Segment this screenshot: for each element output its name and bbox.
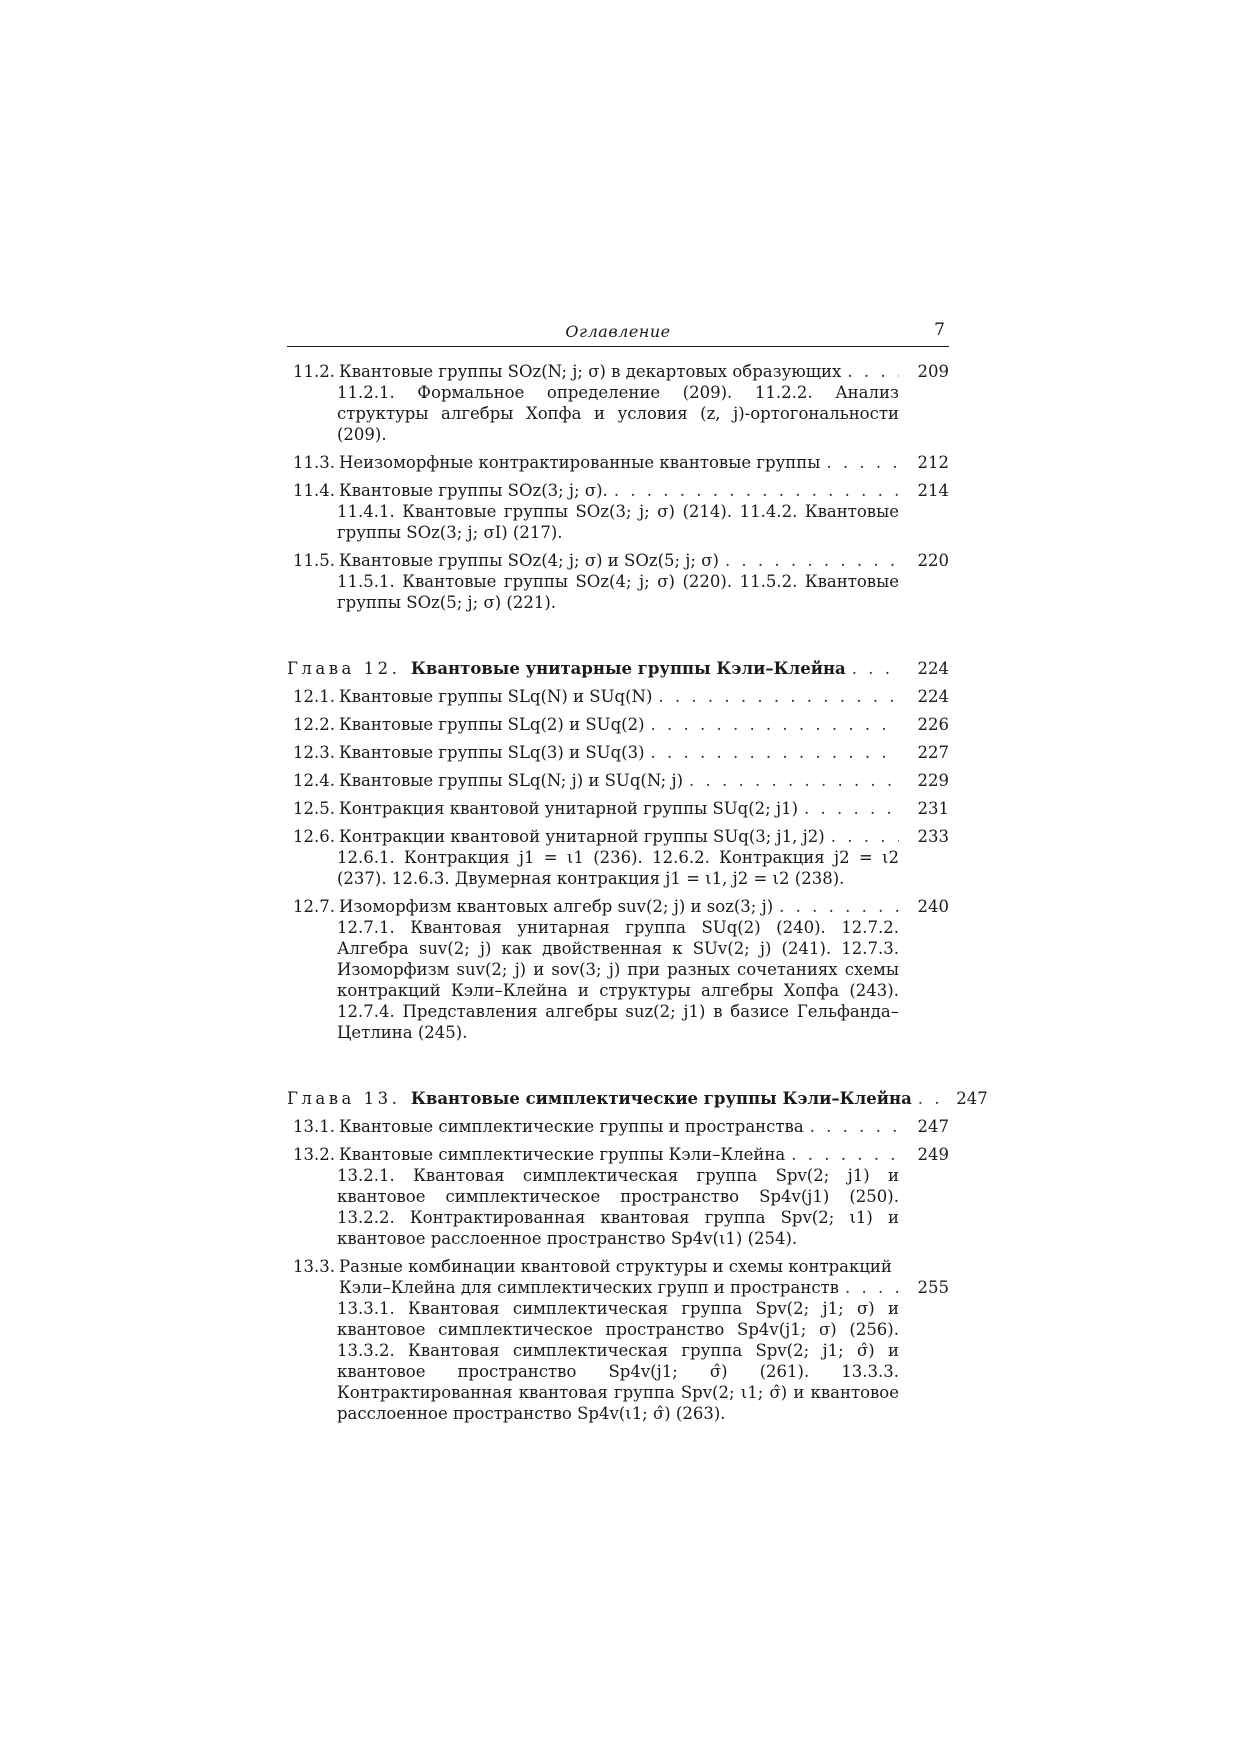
toc-entry-11-5[interactable] (287, 550, 949, 613)
section-page: 229 (917, 771, 949, 790)
toc-entry-11-2[interactable] (287, 361, 949, 445)
running-header (287, 318, 949, 347)
toc-entry-12-1[interactable] (287, 686, 949, 707)
toc-entry-11-4[interactable] (287, 480, 949, 543)
section-page: 255 (917, 1278, 949, 1297)
toc-entry-12-6[interactable] (287, 826, 949, 889)
section-page: 240 (917, 897, 949, 916)
section-page: 247 (917, 1117, 949, 1136)
section-title: Контракция квантовой унитарной группы SUq(2; j1) (339, 799, 799, 818)
chapter-label: Глава 13. (287, 1089, 401, 1108)
section-title: Неизоморфные контрактированные квантовые группы (339, 453, 821, 472)
table-of-contents (287, 361, 988, 1424)
chapter-page: 224 (917, 659, 949, 678)
chapter-heading (287, 1088, 912, 1109)
section-number: 11.3. (293, 453, 335, 472)
section-title: Квантовые группы SLq(2) и SUq(2) (339, 715, 645, 734)
section-page: 214 (917, 481, 949, 500)
chapter-heading (287, 658, 846, 679)
leader-dots (847, 361, 899, 382)
leader-dots (651, 742, 900, 763)
chapter-title: Квантовые унитарные группы Кэли–Клейна (410, 659, 846, 678)
leader-dots (804, 798, 899, 819)
subsection-list: 13.3.1. Квантовая симплектическая группа Spv(2; j1; σ) и квантовое симплектическое пространство Sp4v(j1; σ) (256). 13.3.2. Квантовая симплектическая группа Spv(2; j1; σ̂) и квантовое пространство Sp4v(j1; σ̂) (261). 13.3.3. Контрактированная квантовая группа Spv(2; ι1; σ̂) и квантовое расслоенное пространство Sp4v(ι1; σ̂) (263). (337, 1299, 899, 1423)
section-title: Квантовые группы SLq(N) и SUq(N) (339, 687, 653, 706)
toc-page (287, 318, 988, 1431)
leader-dots (918, 1088, 938, 1109)
section-page: 209 (917, 362, 949, 381)
leader-dots (658, 686, 899, 707)
leader-dots (852, 658, 899, 679)
section-page: 220 (917, 551, 949, 570)
section-page: 227 (917, 743, 949, 762)
toc-entry-12-7[interactable] (287, 896, 949, 1043)
section-number: 13.1. (293, 1117, 335, 1136)
leader-dots (779, 896, 899, 917)
section-page: 249 (917, 1145, 949, 1164)
toc-entry-13-2[interactable] (287, 1144, 949, 1249)
section-number: 12.6. (293, 827, 335, 846)
subsection-list: 11.4.1. Квантовые группы SOz(3; j; σ) (214). 11.4.2. Квантовые группы SOz(3; j; σI) (217). (337, 502, 899, 542)
subsection-list: 12.7.1. Квантовая унитарная группа SUq(2) (240). 12.7.2. Алгебра suv(2; j) как двойственная к SUv(2; j) (241). 12.7.3. Изоморфизм suv(2; j) и sov(3; j) при разных сочетаниях схемы контракций Кэли–Клейна и структуры алгебры Хопфа (243). 12.7.4. Представления алгебры suz(2; j1) в базисе Гельфанда–Цетлина (245). (337, 918, 899, 1042)
chapter-label: Глава 12. (287, 659, 401, 678)
section-title: Квантовые группы SOz(N; j; σ) в декартовых образующих (339, 362, 842, 381)
section-title: Квантовые группы SLq(3) и SUq(3) (339, 743, 645, 762)
section-title: Контракции квантовой унитарной группы SUq(3; j1, j2) (339, 827, 825, 846)
toc-entry-12-5[interactable] (287, 798, 949, 819)
toc-chapter-13[interactable] (287, 1088, 988, 1109)
section-number: 12.4. (293, 771, 335, 790)
subsection-list: 11.2.1. Формальное определение (209). 11.2.2. Анализ структуры алгебры Хопфа и условия (z, j)-ортогональности (209). (337, 383, 899, 444)
section-number: 13.2. (293, 1145, 335, 1164)
leader-dots (831, 826, 899, 847)
section-page: 212 (917, 453, 949, 472)
leader-dots (791, 1144, 899, 1165)
subsection-list: 11.5.1. Квантовые группы SOz(4; j; σ) (220). 11.5.2. Квантовые группы SOz(5; j; σ) (221). (337, 572, 899, 612)
section-number: 12.2. (293, 715, 335, 734)
chapter-page: 247 (956, 1089, 988, 1108)
section-page: 231 (917, 799, 949, 818)
leader-dots (810, 1116, 899, 1137)
section-page: 224 (917, 687, 949, 706)
section-number: 12.3. (293, 743, 335, 762)
leader-dots (845, 1277, 899, 1298)
subsection-list: 13.2.1. Квантовая симплектическая группа Spv(2; j1) и квантовое симплектическое пространство Sp4v(j1) (250). 13.2.2. Контрактированная квантовая группа Spv(2; ι1) и квантовое расслоенное пространство Sp4v(ι1) (254). (337, 1166, 899, 1248)
section-title: Квантовые группы SLq(N; j) и SUq(N; j) (339, 771, 684, 790)
section-number: 12.5. (293, 799, 335, 818)
toc-entry-13-3[interactable] (287, 1256, 949, 1424)
section-title: Квантовые симплектические группы и пространства (339, 1117, 804, 1136)
section-number: 11.5. (293, 551, 335, 570)
leader-dots (614, 480, 899, 501)
section-title-continued: Кэли–Клейна для симплектических групп и пространств (339, 1278, 839, 1297)
section-title: Квантовые группы SOz(4; j; σ) и SOz(5; j; σ) (339, 551, 719, 570)
section-number: 12.7. (293, 897, 335, 916)
running-title: Оглавление (565, 322, 671, 341)
section-page: 233 (917, 827, 949, 846)
toc-chapter-12[interactable] (287, 658, 949, 679)
chapter-title: Квантовые симплектические группы Кэли–Клейна (410, 1089, 912, 1108)
section-number: 11.4. (293, 481, 335, 500)
toc-entry-12-4[interactable] (287, 770, 949, 791)
leader-dots (651, 714, 900, 735)
spacer (287, 1050, 949, 1088)
leader-dots (725, 550, 899, 571)
section-number: 13.3. (293, 1257, 335, 1276)
section-number: 12.1. (293, 687, 335, 706)
leader-dots (826, 452, 899, 473)
toc-entry-12-2[interactable] (287, 714, 949, 735)
toc-entry-12-3[interactable] (287, 742, 949, 763)
subsection-list: 12.6.1. Контракция j1 = ι1 (236). 12.6.2. Контракция j2 = ι2 (237). 12.6.3. Двумерная контракция j1 = ι1, j2 = ι2 (238). (337, 848, 899, 888)
section-title: Изоморфизм квантовых алгебр suv(2; j) и soz(3; j) (339, 897, 774, 916)
toc-entry-13-1[interactable] (287, 1116, 949, 1137)
section-title: Квантовые группы SOz(3; j; σ). (339, 481, 608, 500)
spacer (287, 620, 949, 658)
toc-entry-11-3[interactable] (287, 452, 949, 473)
section-title: Квантовые симплектические группы Кэли–Клейна (339, 1145, 786, 1164)
section-title: Разные комбинации квантовой структуры и схемы контракций (339, 1257, 892, 1276)
section-number: 11.2. (293, 362, 335, 381)
section-page: 226 (917, 715, 949, 734)
page-number: 7 (934, 320, 945, 340)
leader-dots (689, 770, 899, 791)
